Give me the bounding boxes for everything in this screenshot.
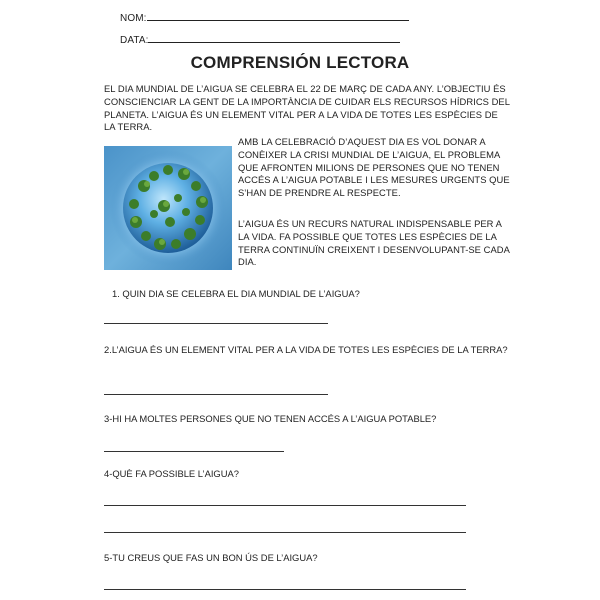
- question-3: 3-HI HA MOLTES PERSONES QUE NO TENEN ACCÉS A L’AIGUA POTABLE?: [104, 413, 437, 424]
- reading-paragraph-1: EL DIA MUNDIAL DE L’AIGUA SE CELEBRA EL 22 DE MARÇ DE CADA ANY. L’OBJECTIU ÉS CONSCIENCIAR LA GENT DE LA IMPORTÀNCIA DE CUIDAR ELS RECURSOS HÍDRICS DEL PLANETA. L’AIGUA ÉS UN ELEMENT VITAL PER A LA VIDA DE TOTES LES ESPÈCIES DE LA TERRA.: [104, 83, 510, 133]
- date-label: DATA:: [120, 35, 149, 46]
- question-1: 1. QUIN DIA SE CELEBRA EL DIA MUNDIAL DE L’AIGUA?: [112, 288, 360, 299]
- answer-line-1[interactable]: [104, 323, 328, 324]
- answer-line-4a[interactable]: [104, 505, 466, 506]
- globe-svg: [104, 146, 232, 270]
- earth-globe-illustration-icon: [104, 146, 232, 270]
- date-blank-line: [148, 34, 400, 43]
- reading-paragraph-3: L’AIGUA ÉS UN RECURS NATURAL INDISPENSABLE PER A LA VIDA. FA POSSIBLE QUE TOTES LES ESPÈCIES DE LA TERRA CONTINUÏN CREIXENT I DESENVOLUPANT-SE CADA DIA.: [238, 218, 510, 268]
- date-field: [120, 34, 400, 46]
- answer-line-2[interactable]: [104, 394, 328, 395]
- name-label: NOM:: [120, 13, 147, 24]
- answer-line-5[interactable]: [104, 589, 466, 590]
- question-2: 2.L’AIGUA ÉS UN ELEMENT VITAL PER A LA VIDA DE TOTES LES ESPÈCIES DE LA TERRA?: [104, 344, 508, 355]
- name-blank-line: [147, 12, 409, 21]
- name-field: [120, 12, 409, 24]
- reading-paragraph-2: AMB LA CELEBRACIÓ D’AQUEST DIA ES VOL DONAR A CONÈIXER LA CRISI MUNDIAL DE L’AIGUA, EL PROBLEMA QUE AFRONTEN MILIONS DE PERSONES QUE NO TENEN ACCÉS A L’AIGUA POTABLE I LES MESURES URGENTS QUE S’HAN DE PRENDRE AL RESPECTE.: [238, 136, 510, 199]
- question-4: 4-QUÈ FA POSSIBLE L’AIGUA?: [104, 468, 239, 479]
- answer-line-3[interactable]: [104, 451, 284, 452]
- question-5: 5-TU CREUS QUE FAS UN BON ÚS DE L’AIGUA?: [104, 552, 318, 563]
- answer-line-4b[interactable]: [104, 532, 466, 533]
- page-title: COMPRENSIÓN LECTORA: [190, 53, 410, 72]
